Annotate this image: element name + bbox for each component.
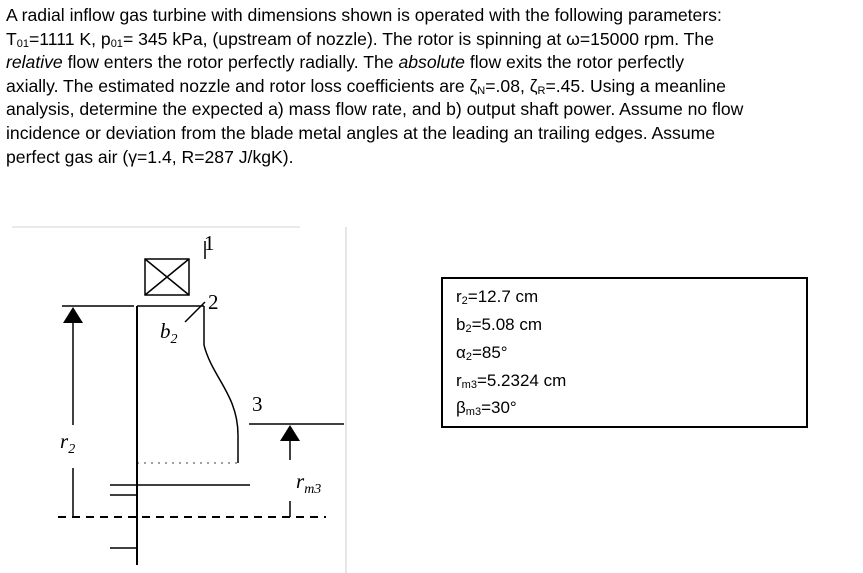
text: b: [456, 315, 466, 334]
text: =12.7 cm: [467, 287, 539, 306]
r2-label: [60, 429, 75, 457]
subscript: m3: [465, 406, 482, 418]
text: =85°: [471, 343, 508, 362]
text: flow exits the rotor perfectly: [464, 52, 685, 73]
problem-line-7: perfect gas air (γ=1.4, R=287 J/kgK).: [6, 146, 294, 167]
rotor-shroud-curve: [204, 345, 238, 435]
station-1-label: 1: [204, 231, 215, 255]
param-b2: [456, 315, 542, 335]
text: r: [456, 371, 462, 390]
parameters-box: [441, 277, 808, 428]
problem-line-4: [6, 75, 861, 99]
subscript: 2: [465, 323, 472, 335]
subscript: 2: [461, 295, 468, 307]
problem-line-5: analysis, determine the expected a) mass flow rate, and b) output shaft power. Assume no flow: [6, 99, 744, 120]
problem-line-2: [6, 28, 861, 52]
rm3-label: [296, 469, 321, 497]
param-rm3: [456, 371, 566, 391]
subscript: 01: [110, 37, 123, 50]
param-betam3: [456, 398, 517, 418]
subscript: 2: [465, 351, 472, 363]
station-3-label: 3: [252, 392, 263, 416]
problem-line-3: [6, 51, 861, 75]
r2-main: r: [60, 429, 69, 453]
station-2-label: 2: [208, 290, 219, 314]
text: = 345 kPa, (upstream of nozzle). The rotor is spinning at ω=15000 rpm. The: [122, 28, 715, 49]
param-alpha2: [456, 343, 508, 363]
param-r2: [456, 287, 538, 307]
text: r: [456, 287, 462, 306]
r2-arrowhead: [63, 307, 83, 323]
text: =5.2324 cm: [476, 371, 567, 390]
rm3-arrowhead: [280, 425, 300, 441]
emphasis-absolute: absolute: [398, 52, 465, 73]
subscript: R: [537, 84, 546, 97]
rm3-main: r: [296, 469, 305, 493]
r2-sub: 2: [68, 442, 76, 457]
problem-line-6: incidence or deviation from the blade metal angles at the leading an trailing edges. Assume: [6, 122, 716, 143]
problem-line-1: A radial inflow gas turbine with dimensions shown is operated with the following parameters:: [6, 5, 722, 25]
text: α: [456, 343, 466, 362]
text: =1111 K, p: [29, 28, 111, 49]
text: =30°: [481, 398, 517, 417]
text: T: [6, 28, 17, 49]
text: =5.08 cm: [471, 315, 542, 334]
subscript: m3: [461, 379, 477, 391]
b2-sub: 2: [170, 332, 178, 347]
subscript: 01: [16, 37, 29, 50]
turbine-drawing: [0, 205, 440, 573]
turbine-diagram: [0, 205, 440, 573]
problem-statement: [6, 4, 861, 169]
rm3-sub: m3: [304, 482, 322, 497]
b2-label: [160, 319, 178, 347]
station-2-leader: [185, 302, 205, 322]
text: axially. The estimated nozzle and rotor loss coefficients are ζ: [6, 75, 478, 96]
text: flow enters the rotor perfectly radially. The: [62, 52, 399, 73]
text: β: [456, 398, 466, 417]
emphasis-relative: relative: [6, 52, 63, 73]
subscript: N: [477, 84, 486, 97]
text: =.08, ζ: [485, 75, 538, 96]
b2-main: b: [160, 319, 171, 343]
text: =.45. Using a meanline: [545, 75, 726, 96]
